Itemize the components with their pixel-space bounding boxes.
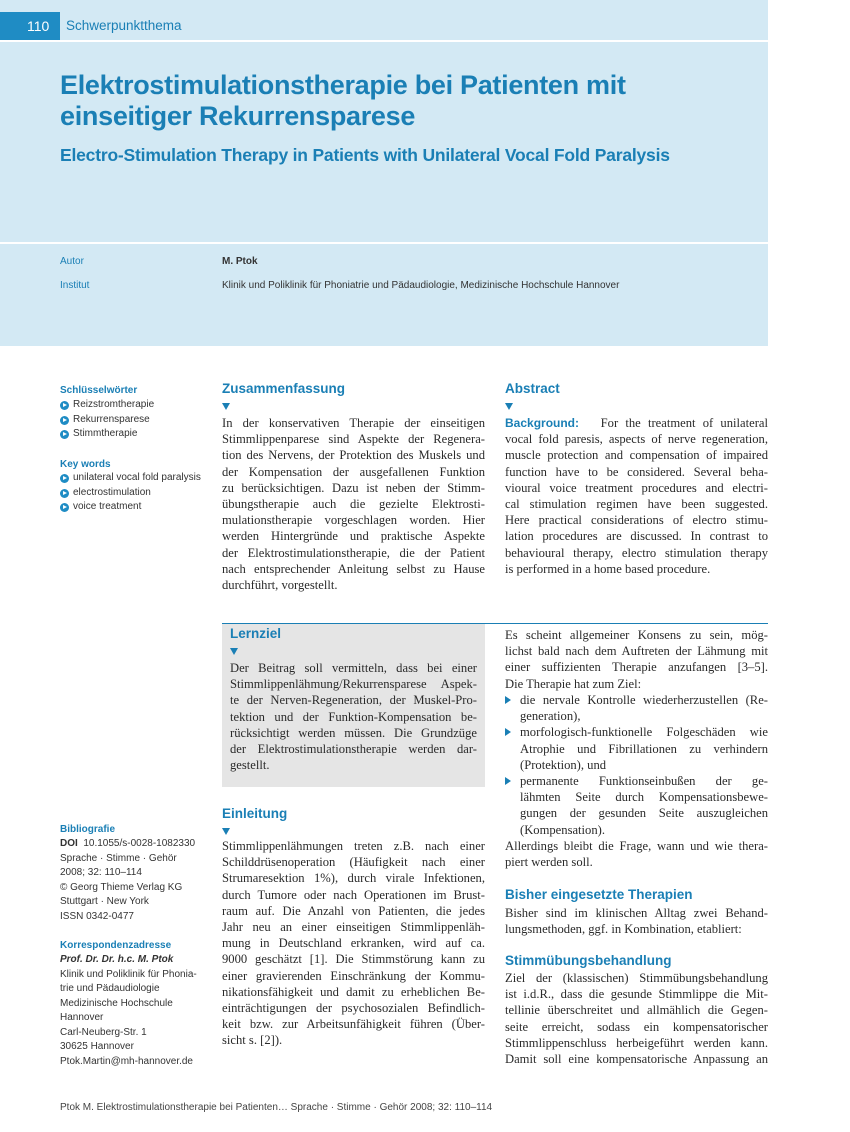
institute-label: Institut — [60, 280, 90, 291]
article-title-german — [60, 70, 760, 132]
bullet-arrow-icon — [60, 503, 69, 512]
text-line: Jahr neu an einer einseitigen Stimmlippenläh- — [222, 920, 485, 935]
bullet-arrow-icon — [60, 489, 69, 498]
text-line: Atrophie und Fibrillationen zu verhindern — [520, 741, 768, 756]
address-line: trie und Pädaudiologie — [60, 983, 160, 994]
bullet-arrow-icon — [60, 416, 69, 425]
text-line: Stimmlippenlähmung/Rekurrensparese Aspek- — [230, 677, 477, 692]
text-line: (Kompensation). — [520, 822, 605, 837]
doi-line — [60, 837, 210, 852]
text-line: is performed in a home based procedure. — [505, 561, 711, 576]
text-line: generation), — [520, 709, 581, 724]
therapy-goals-list — [505, 692, 768, 838]
einleitung-heading: Einleitung — [222, 806, 288, 821]
text-line: lähmten Seite durch Kompensationsbewe- — [520, 790, 768, 805]
text-line: morfologisch-funktionelle Folgeschäden wie — [520, 725, 768, 740]
text-line: lation procedures are discussed. In contrast to — [505, 529, 768, 544]
keywords-de-heading: Schlüsselwörter — [60, 385, 138, 396]
bibliography-line: © Georg Thieme Verlag KG — [60, 881, 183, 893]
text-line: Stimmlippenparese sind Aspekte der Regenera- — [222, 432, 485, 447]
bullet-arrow-icon — [60, 401, 69, 410]
keyword-label: Reizstromtherapie — [73, 399, 155, 410]
keyword-item[interactable] — [60, 500, 201, 515]
text-line: ist i.d.R., dass die gesunde Stimmlippe die Mit- — [505, 987, 768, 1002]
text-line: mung in Deutschland erkranken, wird auf ca. — [222, 936, 485, 951]
bibliography-block — [60, 837, 210, 924]
text-line: Stimmlippenlähmungen treten z.B. nach einer — [222, 839, 485, 853]
keyword-item[interactable] — [60, 471, 201, 486]
triangle-down-icon — [230, 648, 238, 655]
keywords-en-heading: Key words — [60, 459, 111, 470]
section-label: Schwerpunktthema — [66, 18, 182, 33]
doi-link[interactable]: 10.1055/s-0028-1082330 — [83, 838, 196, 849]
text-line: rücksichtigt werden müssen. Die Grundzüge — [230, 725, 477, 740]
text-line: function have to be considered. Several beha- — [505, 464, 768, 479]
institute-name: Klinik und Poliklinik für Phoniatrie und Pädaudiologie, Medizinische Hochschule Hannover — [222, 280, 620, 291]
text-line: te der Nerven-Regeneration, der Muskel-Pro- — [230, 693, 477, 708]
text-line: cal stimulation regimen have been suggested. — [505, 497, 768, 512]
keywords-en-list — [60, 471, 201, 515]
text-line: lichst bald nach dem Auftreten der Lähmung mit — [505, 644, 768, 659]
text-line: Damit soll eine kompensatorische Anpassung an — [505, 1052, 768, 1067]
text-line: vioural voice treatment procedures and electri- — [505, 480, 768, 495]
keyword-label: electrostimulation — [73, 486, 151, 498]
keyword-item[interactable] — [60, 413, 154, 428]
doi-label: DOI — [60, 838, 78, 849]
text-line: 9000 geschätzt [1]. Die Stimmstörung kann zu — [222, 952, 485, 967]
bibliography-line: ISSN 0342-0477 — [60, 910, 134, 922]
bibliography-line: 2008; 32: 110–114 — [60, 867, 142, 878]
address-line: Medizinische Hochschule — [60, 997, 173, 1009]
lernziel-text — [230, 660, 477, 773]
stimmuebung-heading: Stimmübungsbehandlung — [505, 953, 672, 968]
page-footer: Ptok M. Elektrostimulationstherapie bei Patienten… Sprache · Stimme · Gehör 2008; 32: 110–114 — [60, 1102, 493, 1113]
triangle-down-icon — [505, 403, 513, 410]
abstract-text — [505, 415, 768, 577]
text-line: lungsmethoden, ggf. in Kombination, etabliert: — [505, 922, 742, 937]
bibliography-line: Stuttgart · New York — [60, 896, 149, 907]
text-line: (Protektion), und — [520, 757, 607, 772]
bullet-arrow-icon — [505, 777, 511, 785]
text-line: durchführt, vorgestellt. — [222, 578, 338, 593]
text-line: Stimmlippenschluss herbeigeführt werden kann. — [505, 1035, 768, 1050]
text-line — [505, 415, 768, 431]
text-line: Es scheint allgemeiner Konsens zu sein, mög- — [505, 628, 768, 642]
list-item — [505, 692, 768, 724]
address-line: Carl-Neuberg-Str. 1 — [60, 1026, 147, 1038]
text-line: einer gravierenden Einschränkung der Kommu- — [222, 968, 485, 983]
text-line: durch Tumore oder nach Operationen im Brust- — [222, 887, 485, 902]
text-line: übungstherapie auch die gezielte Elektrosti- — [222, 497, 485, 512]
text-line: Schilddrüsenoperation (Häufigkeit nach einer — [222, 855, 485, 870]
title-line: Elektrostimulationstherapie bei Patienten mit — [60, 70, 626, 100]
address-line: Hannover — [60, 1012, 104, 1023]
text-line: einträchtigungen der psychosozialen Befindlich- — [222, 1001, 485, 1016]
email-link[interactable]: Ptok.Martin@mh-hannover.de — [60, 1055, 193, 1067]
text-line: In der konservativen Therapie der einseitigen — [222, 416, 485, 430]
bullet-arrow-icon — [60, 430, 69, 439]
text-line: der Elektrostimulationstherapie, die der Patient — [222, 545, 485, 560]
zusammenfassung-text — [222, 415, 485, 593]
list-item — [505, 724, 768, 773]
bisher-heading: Bisher eingesetzte Therapien — [505, 887, 693, 902]
triangle-down-icon — [222, 403, 230, 410]
text-line: der Elektrostimulationstherapie werden dar- — [230, 742, 477, 757]
keyword-label: unilateral vocal fold paralysis — [73, 472, 201, 483]
keyword-item[interactable] — [60, 486, 201, 501]
background-label: Background: — [505, 416, 580, 430]
bullet-arrow-icon — [505, 696, 511, 704]
text-line: zu berücksichtigen. Dazu ist neben der Stimm- — [222, 480, 485, 495]
correspondence-name: Prof. Dr. Dr. h.c. M. Ptok — [60, 954, 174, 965]
text-line: Ziel der (klassischen) Stimmübungsbehandlung — [505, 971, 768, 985]
text-line: der Kompensation der ausgefallenen Funktion — [222, 464, 485, 479]
correspondence-block — [60, 953, 210, 1069]
keywords-de-list — [60, 398, 154, 442]
text-line: vocal fold paresis, aspects of nerve regeneration, — [505, 432, 768, 447]
author-name: M. Ptok — [222, 256, 258, 267]
text-line: gestellt. — [230, 758, 270, 773]
bibliography-line: Sprache · Stimme · Gehör — [60, 852, 177, 864]
text-line: einer suffizienten Therapie anzufangen [3–5]. — [505, 660, 768, 675]
background-text: For the treatment of unilateral — [600, 416, 768, 430]
text-line: Here practical considerations of electro stimu- — [505, 513, 768, 528]
text-line: seite erreicht, sodass ein kompensatorischer — [505, 1019, 768, 1034]
text-line: keit bzw. zur Arbeitsunfähigkeit führen (Über- — [222, 1017, 485, 1032]
text-line: Bisher sind im klinischen Alltag zwei Behand- — [505, 906, 768, 920]
keyword-item[interactable] — [60, 427, 154, 442]
address-line: Klinik und Poliklinik für Phonia- — [60, 968, 197, 980]
keyword-label: voice treatment — [73, 501, 142, 512]
bullet-arrow-icon — [60, 474, 69, 483]
bisher-text — [505, 905, 768, 937]
article-title-english: Electro-Stimulation Therapy in Patients with Unilateral Vocal Fold Paralysis — [60, 145, 670, 165]
text-line: werden Hintergründe und praktische Aspekte — [222, 529, 485, 544]
text-line: behavioural therapy, electro stimulation therapy — [505, 545, 768, 560]
address-line: 30625 Hannover — [60, 1041, 134, 1052]
zusammenfassung-heading: Zusammenfassung — [222, 381, 346, 396]
text-line: piert werden soll. — [505, 855, 593, 870]
header-band — [0, 0, 768, 346]
text-line: Allerdings bleibt die Frage, wann und wie thera- — [505, 839, 768, 853]
text-line: tellinie überschreitet und allmählich die Gegen- — [505, 1003, 768, 1018]
stimmuebung-text — [505, 970, 768, 1067]
text-line: tektion und der Funktion-Kompensation be- — [230, 709, 477, 724]
text-line: nikationsfähigkeit und damit zu erheblichen Be- — [222, 984, 485, 999]
text-line: muscle protection and compensation of impaired — [505, 448, 768, 463]
text-line: gungen der gesunden Seite auszugleichen — [520, 806, 768, 821]
bibliography-heading: Bibliografie — [60, 824, 116, 835]
author-label: Autor — [60, 256, 84, 267]
text-line: Strumaresektion 1%), durch virale Infektionen, — [222, 871, 485, 886]
title-line: einseitiger Rekurrensparese — [60, 101, 416, 131]
einleitung-text — [222, 838, 485, 1049]
text-line: nach entsprechender Anleitung selbst zu Hause — [222, 561, 485, 576]
text-line: permanente Funktionseinbußen der ge- — [520, 774, 768, 789]
text-line: Die Therapie hat zum Ziel: — [505, 676, 642, 691]
list-item — [505, 773, 768, 838]
correspondence-heading: Korrespondenzadresse — [60, 940, 172, 951]
text-line: sicht s. [2]). — [222, 1033, 283, 1048]
lernziel-heading: Lernziel — [230, 626, 282, 641]
text-line: Der Beitrag soll vermitteln, dass bei einer — [230, 661, 477, 675]
header-divider — [0, 40, 768, 42]
triangle-down-icon — [222, 828, 230, 835]
text-line: tion des Nervens, der Protektion des Muskels und — [222, 448, 485, 463]
header-divider — [0, 242, 768, 244]
abstract-heading: Abstract — [505, 381, 560, 396]
keyword-item[interactable] — [60, 398, 154, 413]
text-line: mulationstherapie vorgeschlagen worden. Hier — [222, 513, 485, 528]
text-line: die nervale Kontrolle wiederherzustellen (Re- — [520, 693, 768, 707]
text-line: raum auf. Die Anzahl von Patienten, die jedes — [222, 903, 485, 918]
keyword-label: Rekurrensparese — [73, 413, 150, 425]
page-number: 110 — [0, 12, 60, 40]
intro-text — [505, 627, 768, 692]
bullet-arrow-icon — [505, 728, 511, 736]
followup-text — [505, 838, 768, 870]
keyword-label: Stimmtherapie — [73, 428, 138, 439]
